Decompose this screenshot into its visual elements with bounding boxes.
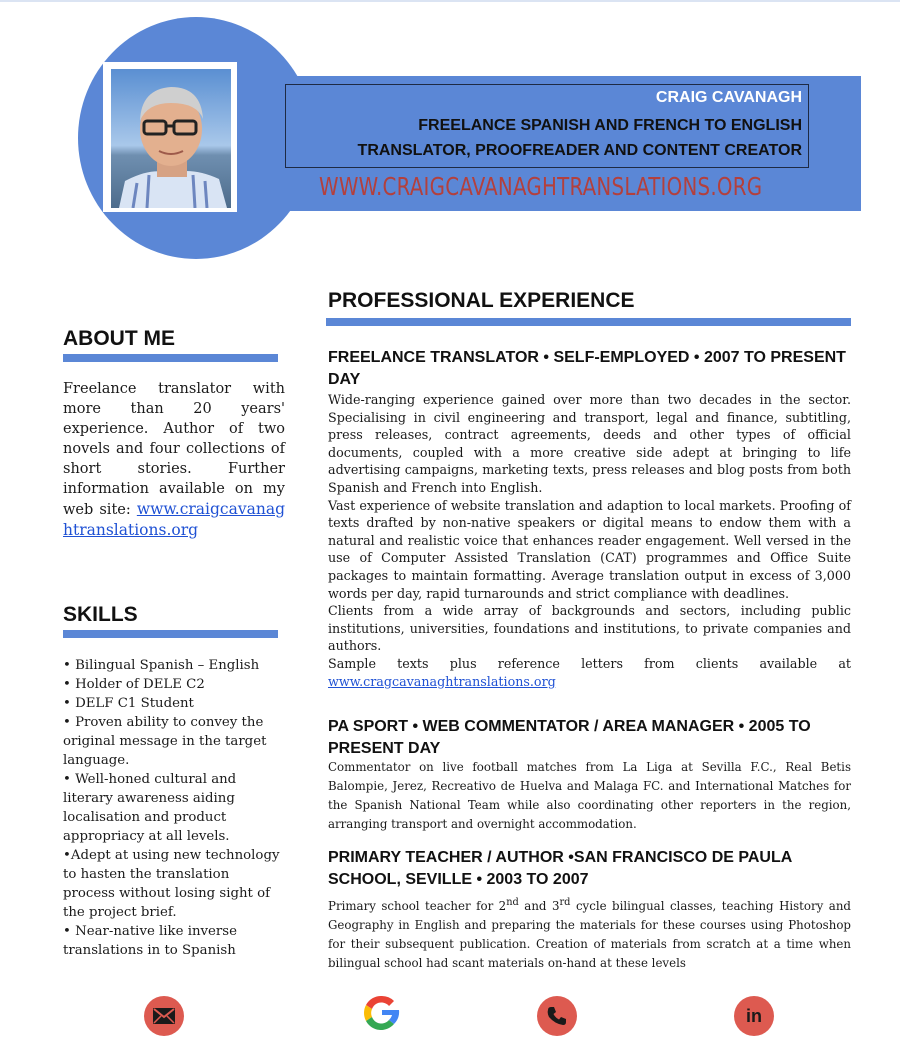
- skill-item: • Bilingual Spanish – English: [63, 658, 260, 673]
- top-border: [0, 0, 900, 2]
- skills-underline: [63, 630, 278, 638]
- job-paragraph: Commentator on live football matches from La Liga at Sevilla F.C., Real Betis Balompie, Jerez, Recreativo de Huelva and Malaga FC. and International Matches for the Spanish National Team while also coordinating other reporters in the region, arranging transport and overnight accommodation.: [328, 760, 851, 831]
- job-description-teacher: [328, 893, 851, 973]
- job-paragraph: Primary school teacher for 2nd and 3rd cycle bilingual classes, teaching History and Geography in English and preparing the materials for these courses using Photoshop for their subsequent publication. Creation of materials from scratch at a time when bilingual school had scant materials on-hand at these levels: [328, 897, 851, 970]
- phone-icon[interactable]: [537, 996, 577, 1036]
- skills-heading: SKILLS: [63, 603, 138, 626]
- job-description-freelance: [328, 391, 851, 690]
- experience-underline: [326, 318, 851, 326]
- skill-item: • Holder of DELE C2: [63, 677, 205, 692]
- job-paragraph: Sample texts plus reference letters from clients available at: [328, 655, 851, 671]
- skill-item: •Adept at using new technology to hasten the translation process without losing sight of the project brief.: [63, 848, 280, 920]
- linkedin-label: in: [746, 1005, 762, 1026]
- skill-item: • DELF C1 Student: [63, 696, 194, 711]
- skill-item: • Proven ability to convey the original message in the target language.: [63, 715, 267, 768]
- header-title-line1: FREELANCE SPANISH AND FRENCH TO ENGLISH: [418, 117, 802, 134]
- sample-texts-link[interactable]: www.cragcavanaghtranslations.org: [328, 673, 556, 689]
- about-website-link[interactable]: www.craigcavanaghtranslations.org: [63, 500, 285, 539]
- experience-heading: PROFESSIONAL EXPERIENCE: [328, 289, 635, 312]
- job-paragraph: Vast experience of website translation and adaption to local markets. Proofing of texts drafted by non-native speakers or digital means to endow them with a natural and realistic voice that enhances reader engagement. Well versed in the use of Computer Assisted Translation (CAT) programmes and Office Suite packages to maintain formatting. Average translation output in excess of 3,000 words per day, rapid turnarounds and strict compliance with deadlines.: [328, 497, 851, 601]
- about-underline: [63, 354, 278, 362]
- email-icon[interactable]: [144, 996, 184, 1036]
- job-title-teacher: PRIMARY TEACHER / AUTHOR •SAN FRANCISCO DE PAULA SCHOOL, SEVILLE • 2003 TO 2007: [328, 849, 792, 888]
- job-title-pasport: PA SPORT • WEB COMMENTATOR / AREA MANAGER • 2005 TO PRESENT DAY: [328, 718, 811, 757]
- about-text-block: [63, 379, 285, 541]
- linkedin-icon[interactable]: [734, 996, 774, 1036]
- header-title-line2: TRANSLATOR, PROOFREADER AND CONTENT CREATOR: [357, 142, 802, 159]
- job-paragraph: Clients from a wide array of backgrounds and sectors, including public institutions, universities, foundations and institutions, to private companies and authors.: [328, 603, 851, 654]
- google-icon[interactable]: [361, 992, 403, 1034]
- job-title-freelance: FREELANCE TRANSLATOR • SELF-EMPLOYED • 2007 TO PRESENT DAY: [328, 349, 846, 388]
- header-name: CRAIG CAVANAGH: [655, 89, 802, 106]
- job-paragraph: Wide-ranging experience gained over more than two decades in the sector. Specialising in civil engineering and transport, legal and finance, subtitling, press releases, contract agreements, deeds and other types of official documents, coupled with a more creative side adept at bringing to life advertising campaigns, marketing texts, press releases and blog posts from both Spanish and French into English.: [328, 392, 851, 495]
- skill-item: • Well-honed cultural and literary awareness aiding localisation and product appropriacy at all levels.: [63, 772, 237, 844]
- profile-photo: [111, 69, 231, 208]
- about-heading: ABOUT ME: [63, 327, 175, 350]
- job-description-pasport: [328, 758, 851, 834]
- skills-list: [63, 656, 285, 960]
- skill-item: • Near-native like inverse translations in to Spanish: [63, 924, 237, 958]
- header-website[interactable]: WWW.CRAIGCAVANAGHTRANSLATIONS.ORG: [319, 172, 763, 201]
- about-text: Freelance translator with more than 20 years' experience. Author of two novels and four collections of short stories. Further information available on my web site:: [63, 381, 285, 518]
